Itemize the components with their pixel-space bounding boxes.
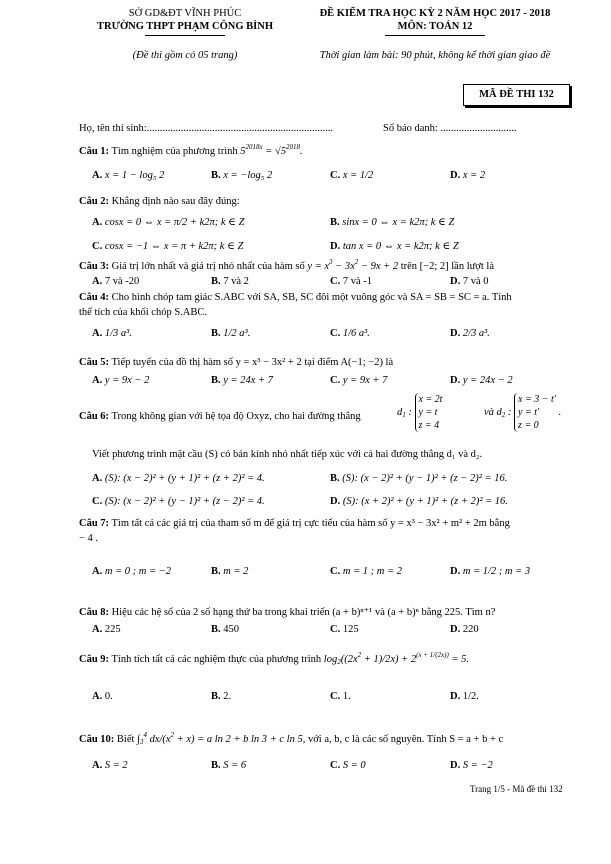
q6-option-b: B. (S): (x − 2)² + (y − 1)² + (z − 2)² = 16. bbox=[330, 473, 508, 484]
q6-option-d: D. (S): (x + 2)² + (y + 1)² + (z + 2)² = 16. bbox=[330, 496, 508, 507]
q9-option-c: C. 1. bbox=[330, 691, 351, 702]
question-1: Câu 1: Tìm nghiệm của phương trình $5^{2018x} = √5^{2018}$. bbox=[79, 143, 303, 157]
exam-code: MÃ ĐỀ THI 132 bbox=[479, 89, 554, 100]
q3-option-b: B. 7 và 2 bbox=[211, 276, 249, 287]
q1-option-b: B. x = −log₅ 2 bbox=[211, 170, 273, 181]
divider bbox=[145, 35, 225, 36]
q8-option-b: B. 450 bbox=[211, 624, 240, 635]
question-4: Câu 4: Cho hình chóp tam giác S.ABC với SA, SB, SC đôi một vuông góc và SA = SB = SC = a. Tính bbox=[79, 292, 512, 303]
q10-option-d: D. S = −2 bbox=[450, 760, 493, 771]
q9-option-b: B. 2. bbox=[211, 691, 232, 702]
candidate-number-line: Số báo danh: ............................. bbox=[383, 123, 517, 134]
q1-option-c: C. x = 1/2 bbox=[330, 170, 374, 181]
q3-option-d: D. 7 và 0 bbox=[450, 276, 489, 287]
q2-option-c: C. cosx = −1 ⇔ x = π + k2π; k ∈ Z bbox=[92, 241, 244, 252]
q3-option-a: A. 7 và -20 bbox=[92, 276, 140, 287]
pages-note: (Đề thi gồm có 05 trang) bbox=[132, 50, 238, 61]
question-4-cont: thể tích của khối chóp S.ABC. bbox=[79, 307, 208, 318]
question-9: Câu 9: Tính tích tất cả các nghiệm thực của phương trình $\log_2((2x^2 + 1)/2x) + 2^{(x + 1/(2x))} = 5$. bbox=[79, 651, 470, 666]
question-3: Câu 3: Giá trị lớn nhất và giá trị nhỏ nhất của hàm số $y = x^3 - 3x^2 - 9x + 2$ trên [−2; 2] lần lượt là bbox=[79, 258, 494, 272]
q7-option-a: A. m = 0 ; m = −2 bbox=[92, 566, 172, 577]
q10-option-c: C. S = 0 bbox=[330, 760, 366, 771]
q8-option-d: D. 220 bbox=[450, 624, 479, 635]
q4-option-d: D. 2/3 a³. bbox=[450, 328, 490, 339]
q5-option-d: D. y = 24x − 2 bbox=[450, 375, 513, 386]
candidate-name-line: Họ, tên thí sinh:....................................................................... bbox=[79, 123, 334, 134]
q5-option-a: A. y = 9x − 2 bbox=[92, 375, 150, 386]
subject: MÔN: TOÁN 12 bbox=[397, 21, 473, 32]
question-7: Câu 7: Tìm tất cả các giá trị của tham số m để giá trị cực tiểu của hàm số y = x³ − 3x² + m² + 2m bằng bbox=[79, 518, 510, 529]
q3-option-c: C. 7 và -1 bbox=[330, 276, 373, 287]
question-6: Câu 6: Trong không gian với hệ tọa độ Oxyz, cho hai đường thẳng bbox=[79, 411, 361, 422]
dept-name: SỞ GD&ĐT VĨNH PHÚC bbox=[128, 8, 242, 19]
divider bbox=[385, 35, 485, 36]
q6-option-a: A. (S): (x − 2)² + (y + 1)² + (z + 2)² = 4. bbox=[92, 473, 265, 484]
question-5: Câu 5: Tiếp tuyến của đồ thị hàm số y = x³ − 3x² + 2 tại điểm A(−1; −2) là bbox=[79, 357, 394, 368]
question-2: Câu 2: Khẳng định nào sau đây đúng: bbox=[79, 196, 240, 207]
page-footer: Trang 1/5 - Mã đề thi 132 bbox=[470, 784, 563, 794]
q10-option-b: B. S = 6 bbox=[211, 760, 247, 771]
question-8: Câu 8: Hiệu các hệ số của 2 số hạng thứ ba trong khai triển (a + b)ⁿ⁺¹ và (a + b)ⁿ bằng 225. Tìm n? bbox=[79, 607, 496, 618]
q1-option-d: D. x = 2 bbox=[450, 170, 486, 181]
school-name: TRƯỜNG THPT PHẠM CÔNG BÌNH bbox=[97, 21, 273, 32]
q2-option-b: B. sinx = 0 ⇔ x = k2π; k ∈ Z bbox=[330, 217, 455, 228]
time-note: Thời gian làm bài: 90 phút, không kể thời gian giao đề bbox=[319, 50, 551, 61]
q8-option-a: A. 225 bbox=[92, 624, 121, 635]
question-10: Câu 10: Biết $\int_3^4$ $dx/(x^2 + x) = a$ ln 2 + b ln 3 + c ln 5, với a, b, c là các số nguyên. Tính S = a + b + c bbox=[79, 731, 504, 746]
q2-option-d: D. tan x = 0 ⇔ x = k2π; k ∈ Z bbox=[330, 241, 459, 252]
line-d1: $d_1$ : x = 2t y = t z = 4 bbox=[397, 394, 443, 431]
exam-code-box bbox=[463, 84, 570, 106]
q7-option-d: D. m = 1/2 ; m = 3 bbox=[450, 566, 531, 577]
q10-option-a: A. S = 2 bbox=[92, 760, 128, 771]
q5-option-c: C. y = 9x + 7 bbox=[330, 375, 388, 386]
q2-option-a: A. cosx = 0 ⇔ x = π/2 + k2π; k ∈ Z bbox=[92, 217, 245, 228]
q6-option-c: C. (S): (x − 2)² + (y − 1)² + (z − 2)² = 4. bbox=[92, 496, 265, 507]
question-7-cont: − 4 . bbox=[79, 533, 99, 544]
q7-option-b: B. m = 2 bbox=[211, 566, 249, 577]
line-d2: và $d_2$ : x = 3 − t′ y = t′ z = 0 . bbox=[484, 394, 562, 431]
question-6-cont: Viết phương trình mặt cầu (S) có bán kính nhỏ nhất tiếp xúc với cả hai đường thẳng d₁ và d₂. bbox=[92, 449, 483, 460]
exam-title: ĐỀ KIỂM TRA HỌC KỲ 2 NĂM HỌC 2017 - 2018 bbox=[319, 8, 551, 19]
q4-option-a: A. 1/3 a³. bbox=[92, 328, 132, 339]
q1-option-a: A. x = 1 − log₅ 2 bbox=[92, 170, 165, 181]
q9-option-d: D. 1/2. bbox=[450, 691, 479, 702]
q4-option-b: B. 1/2 a³. bbox=[211, 328, 251, 339]
q8-option-c: C. 125 bbox=[330, 624, 359, 635]
q4-option-c: C. 1/6 a³. bbox=[330, 328, 370, 339]
q7-option-c: C. m = 1 ; m = 2 bbox=[330, 566, 402, 577]
q5-option-b: B. y = 24x + 7 bbox=[211, 375, 274, 386]
q9-option-a: A. 0. bbox=[92, 691, 113, 702]
